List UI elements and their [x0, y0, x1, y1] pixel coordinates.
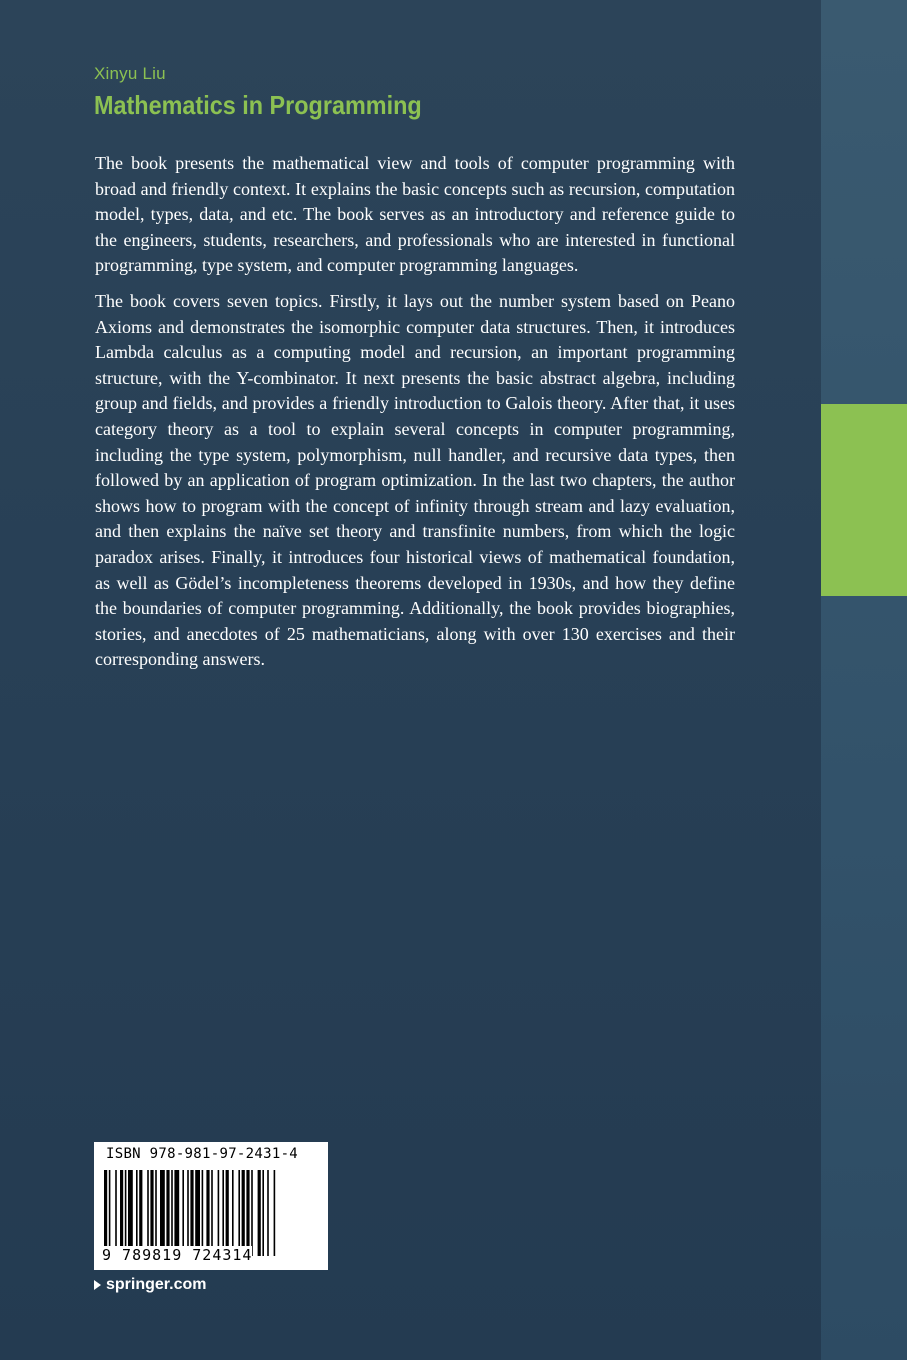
- description-text: [95, 151, 735, 683]
- triangle-right-icon: [94, 1280, 101, 1290]
- description-paragraph-2: The book covers seven topics. Firstly, it lays out the number system based on Peano Axioms and demonstrates the isomorphic computer data structures. Then, it introduces Lambda calculus as a computing model and recursion, an important programming structure, with the Y-combinator. It next presents the basic abstract algebra, including group and fields, and provides a friendly introduction to Galois theory. After that, it uses category theory as a tool to explain several concepts in computer programming, including the type system, polymorphism, null handler, and recursive data types, then followed by an application of program optimization. In the last two chapters, the author shows how to program with the concept of infinity through stream and lazy evaluation, and then explains the naïve set theory and transfinite numbers, from which the logic paradox arises. Finally, it introduces four historical views of mathematical foundation, as well as Gödel’s incompleteness theorems developed in 1930s, and how they define the boundaries of computer programming. Additionally, the book provides biographies, stories, and anecdotes of 25 mathematicians, along with over 130 exercises and their corresponding answers.: [95, 290, 735, 670]
- barcode-bars: [102, 1170, 320, 1256]
- isbn-label: ISBN 978-981-97-2431-4: [106, 1146, 299, 1162]
- isbn-barcode: [94, 1142, 328, 1270]
- author-name: Xinyu Liu: [94, 64, 166, 83]
- spine-strip: [821, 0, 907, 1360]
- barcode-digits: 9 789819 724314: [102, 1246, 253, 1264]
- book-title: Mathematics in Programming: [94, 90, 422, 120]
- spine-accent-block: [821, 404, 907, 596]
- publisher-footer: [94, 1276, 206, 1294]
- description-paragraph-1: The book presents the mathematical view and tools of computer programming with broad and friendly context. It explains the basic concepts such as recursion, computation model, types, data, and etc. The book serves as an introductory and reference guide to the engineers, students, researchers, and professionals who are interested in functional programming, type system, and computer programming languages.: [95, 153, 735, 276]
- publisher-url[interactable]: springer.com: [106, 1276, 207, 1293]
